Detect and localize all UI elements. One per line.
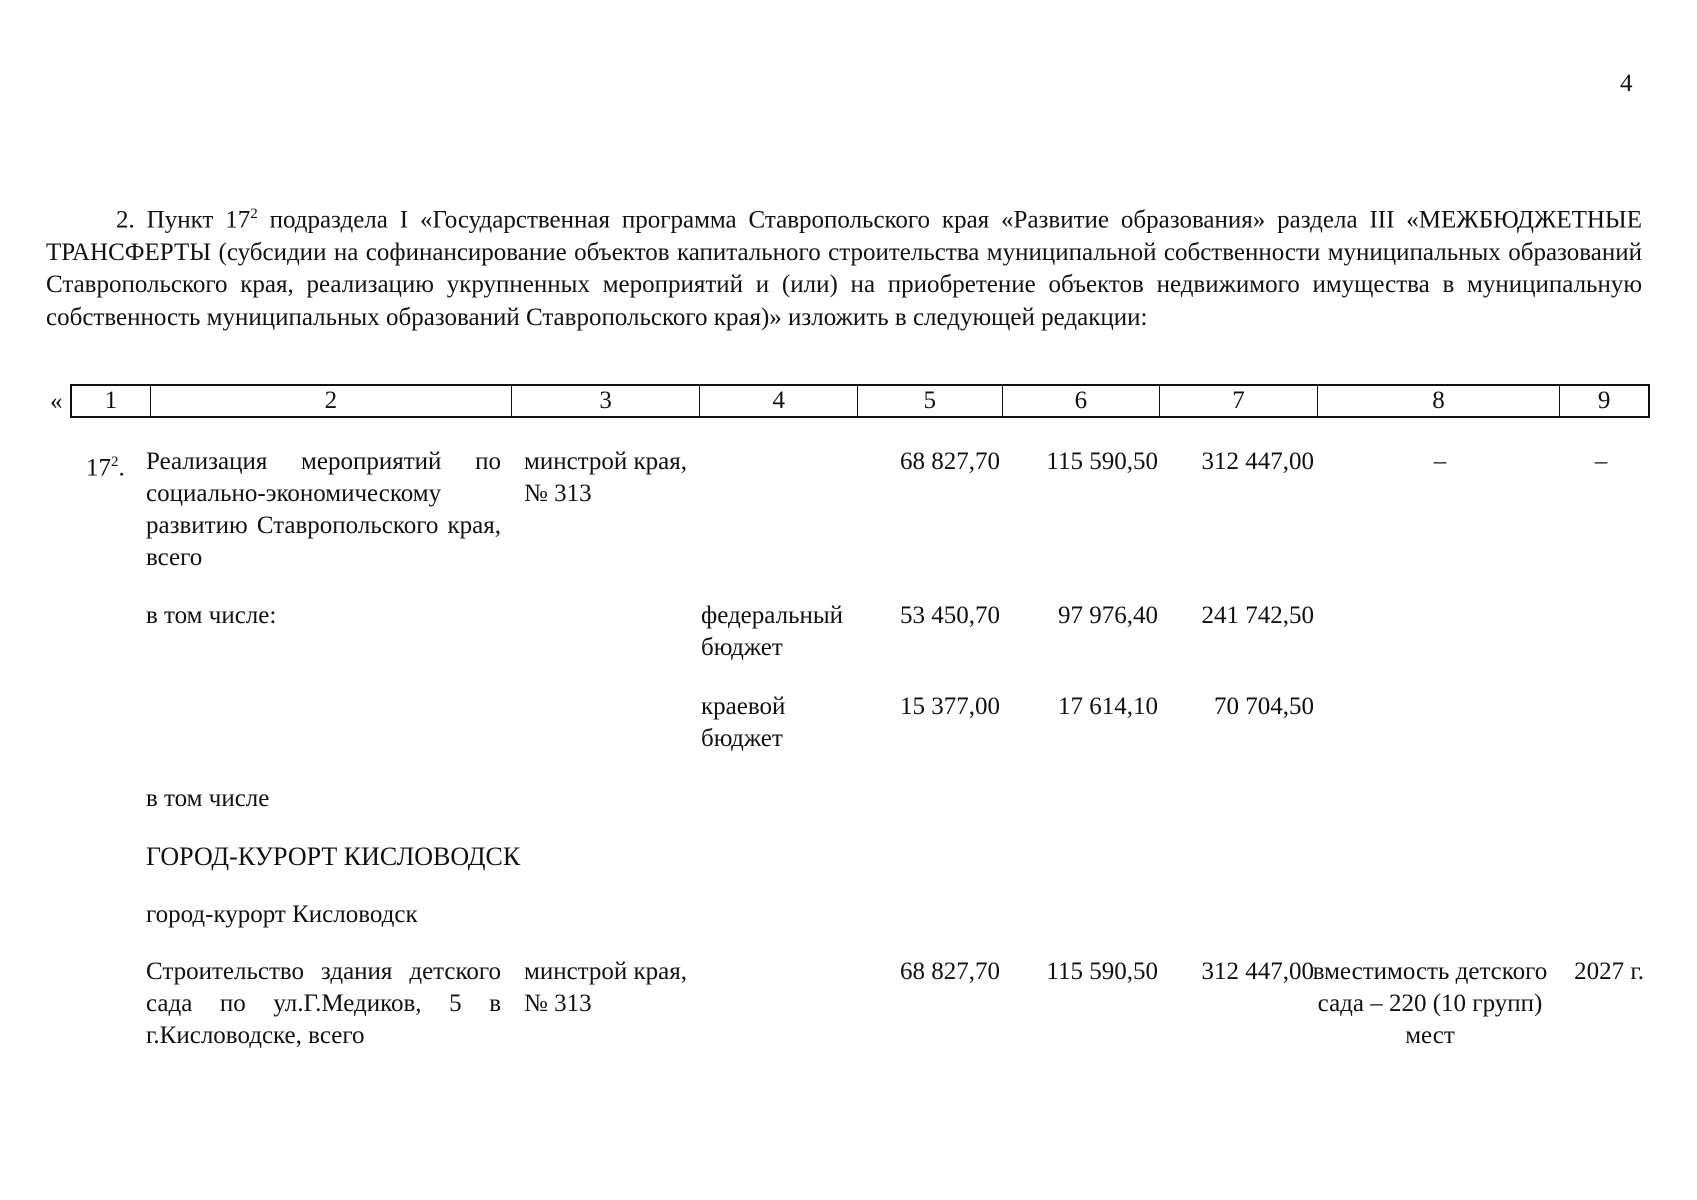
row-number-main: 17	[86, 454, 111, 482]
regional-value-5: 15 377,00	[900, 693, 1000, 720]
regional-value-7: 70 704,50	[1214, 693, 1314, 720]
construction-year: 2027 г.	[1574, 958, 1644, 985]
header-col-8: 8	[1318, 386, 1560, 416]
main-row-executor: минстрой края, № 313	[524, 448, 688, 507]
regional-source: краевой бюджет	[701, 693, 786, 752]
construction-name: Строительство здания детского сада по ул.Г.Медиков, 5 в г.Кисловодске, всего	[146, 958, 501, 1049]
header-col-2: 2	[151, 386, 512, 416]
header-col-3: 3	[512, 386, 701, 416]
city-heading: ГОРОД-КУРОРТ КИСЛОВОДСК	[146, 842, 521, 871]
regional-value-6: 17 614,10	[1058, 693, 1158, 720]
header-col-9: 9	[1597, 387, 1611, 414]
header-col-7: 7	[1160, 386, 1318, 416]
intro-paragraph	[46, 198, 1642, 334]
header-col-1: 1	[72, 386, 151, 416]
intro-text-start: 2. Пункт 17	[116, 206, 251, 234]
construction-value-5: 68 827,70	[900, 958, 1000, 985]
main-row-value-7: 312 447,00	[1201, 448, 1314, 475]
header-col-6: 6	[1003, 386, 1161, 416]
construction-value-7: 312 447,00	[1201, 958, 1314, 985]
city-subheading: город-курорт Кисловодск	[146, 901, 418, 928]
construction-value-6: 115 590,50	[1046, 958, 1158, 985]
main-row-value-6: 115 590,50	[1046, 448, 1158, 475]
row-number	[86, 446, 125, 484]
intro-superscript: 2	[250, 206, 258, 222]
intro-text-rest: подраздела I «Государственная программа Ставропольского края «Развитие образования» раздела III «МЕЖБЮДЖЕТНЫЕ ТРАНСФЕРТЫ (субсидии на софинансирование объектов капитального строительства муниципальной собственности муниципальных образований Ставропольского края, реализацию укрупненных мероприятий и (или) на приобретение объектов недвижимого имущества в муниципальную собственность муниципальных образований Ставропольского края)» изложить в следующей редакции:	[46, 206, 1642, 331]
row-number-suffix: .	[118, 454, 125, 482]
construction-executor: минстрой края, № 313	[524, 958, 688, 1017]
row-number-superscript: 2	[111, 454, 119, 470]
federal-value-5: 53 450,70	[900, 602, 1000, 629]
main-row-name: Реализация мероприятий по социально-экономическому развитию Ставропольского края, всего	[146, 448, 501, 571]
header-col-5: 5	[858, 386, 1003, 416]
federal-value-7: 241 742,50	[1201, 602, 1314, 629]
main-row-value-5: 68 827,70	[900, 448, 1000, 475]
construction-result: вместимость детского сада – 220 (10 групп) мест	[1312, 958, 1548, 1049]
table-header-row	[70, 384, 1650, 418]
opening-quote: «	[50, 388, 63, 415]
federal-source: федеральный бюджет	[701, 602, 844, 661]
including-label-2: в том числе	[146, 785, 270, 812]
main-row-value-8: –	[1433, 448, 1447, 475]
main-row-value-9: –	[1594, 448, 1608, 475]
header-col-4: 4	[700, 386, 858, 416]
page-number: 4	[1620, 70, 1633, 97]
including-label: в том числе:	[146, 602, 277, 629]
federal-value-6: 97 976,40	[1058, 602, 1158, 629]
